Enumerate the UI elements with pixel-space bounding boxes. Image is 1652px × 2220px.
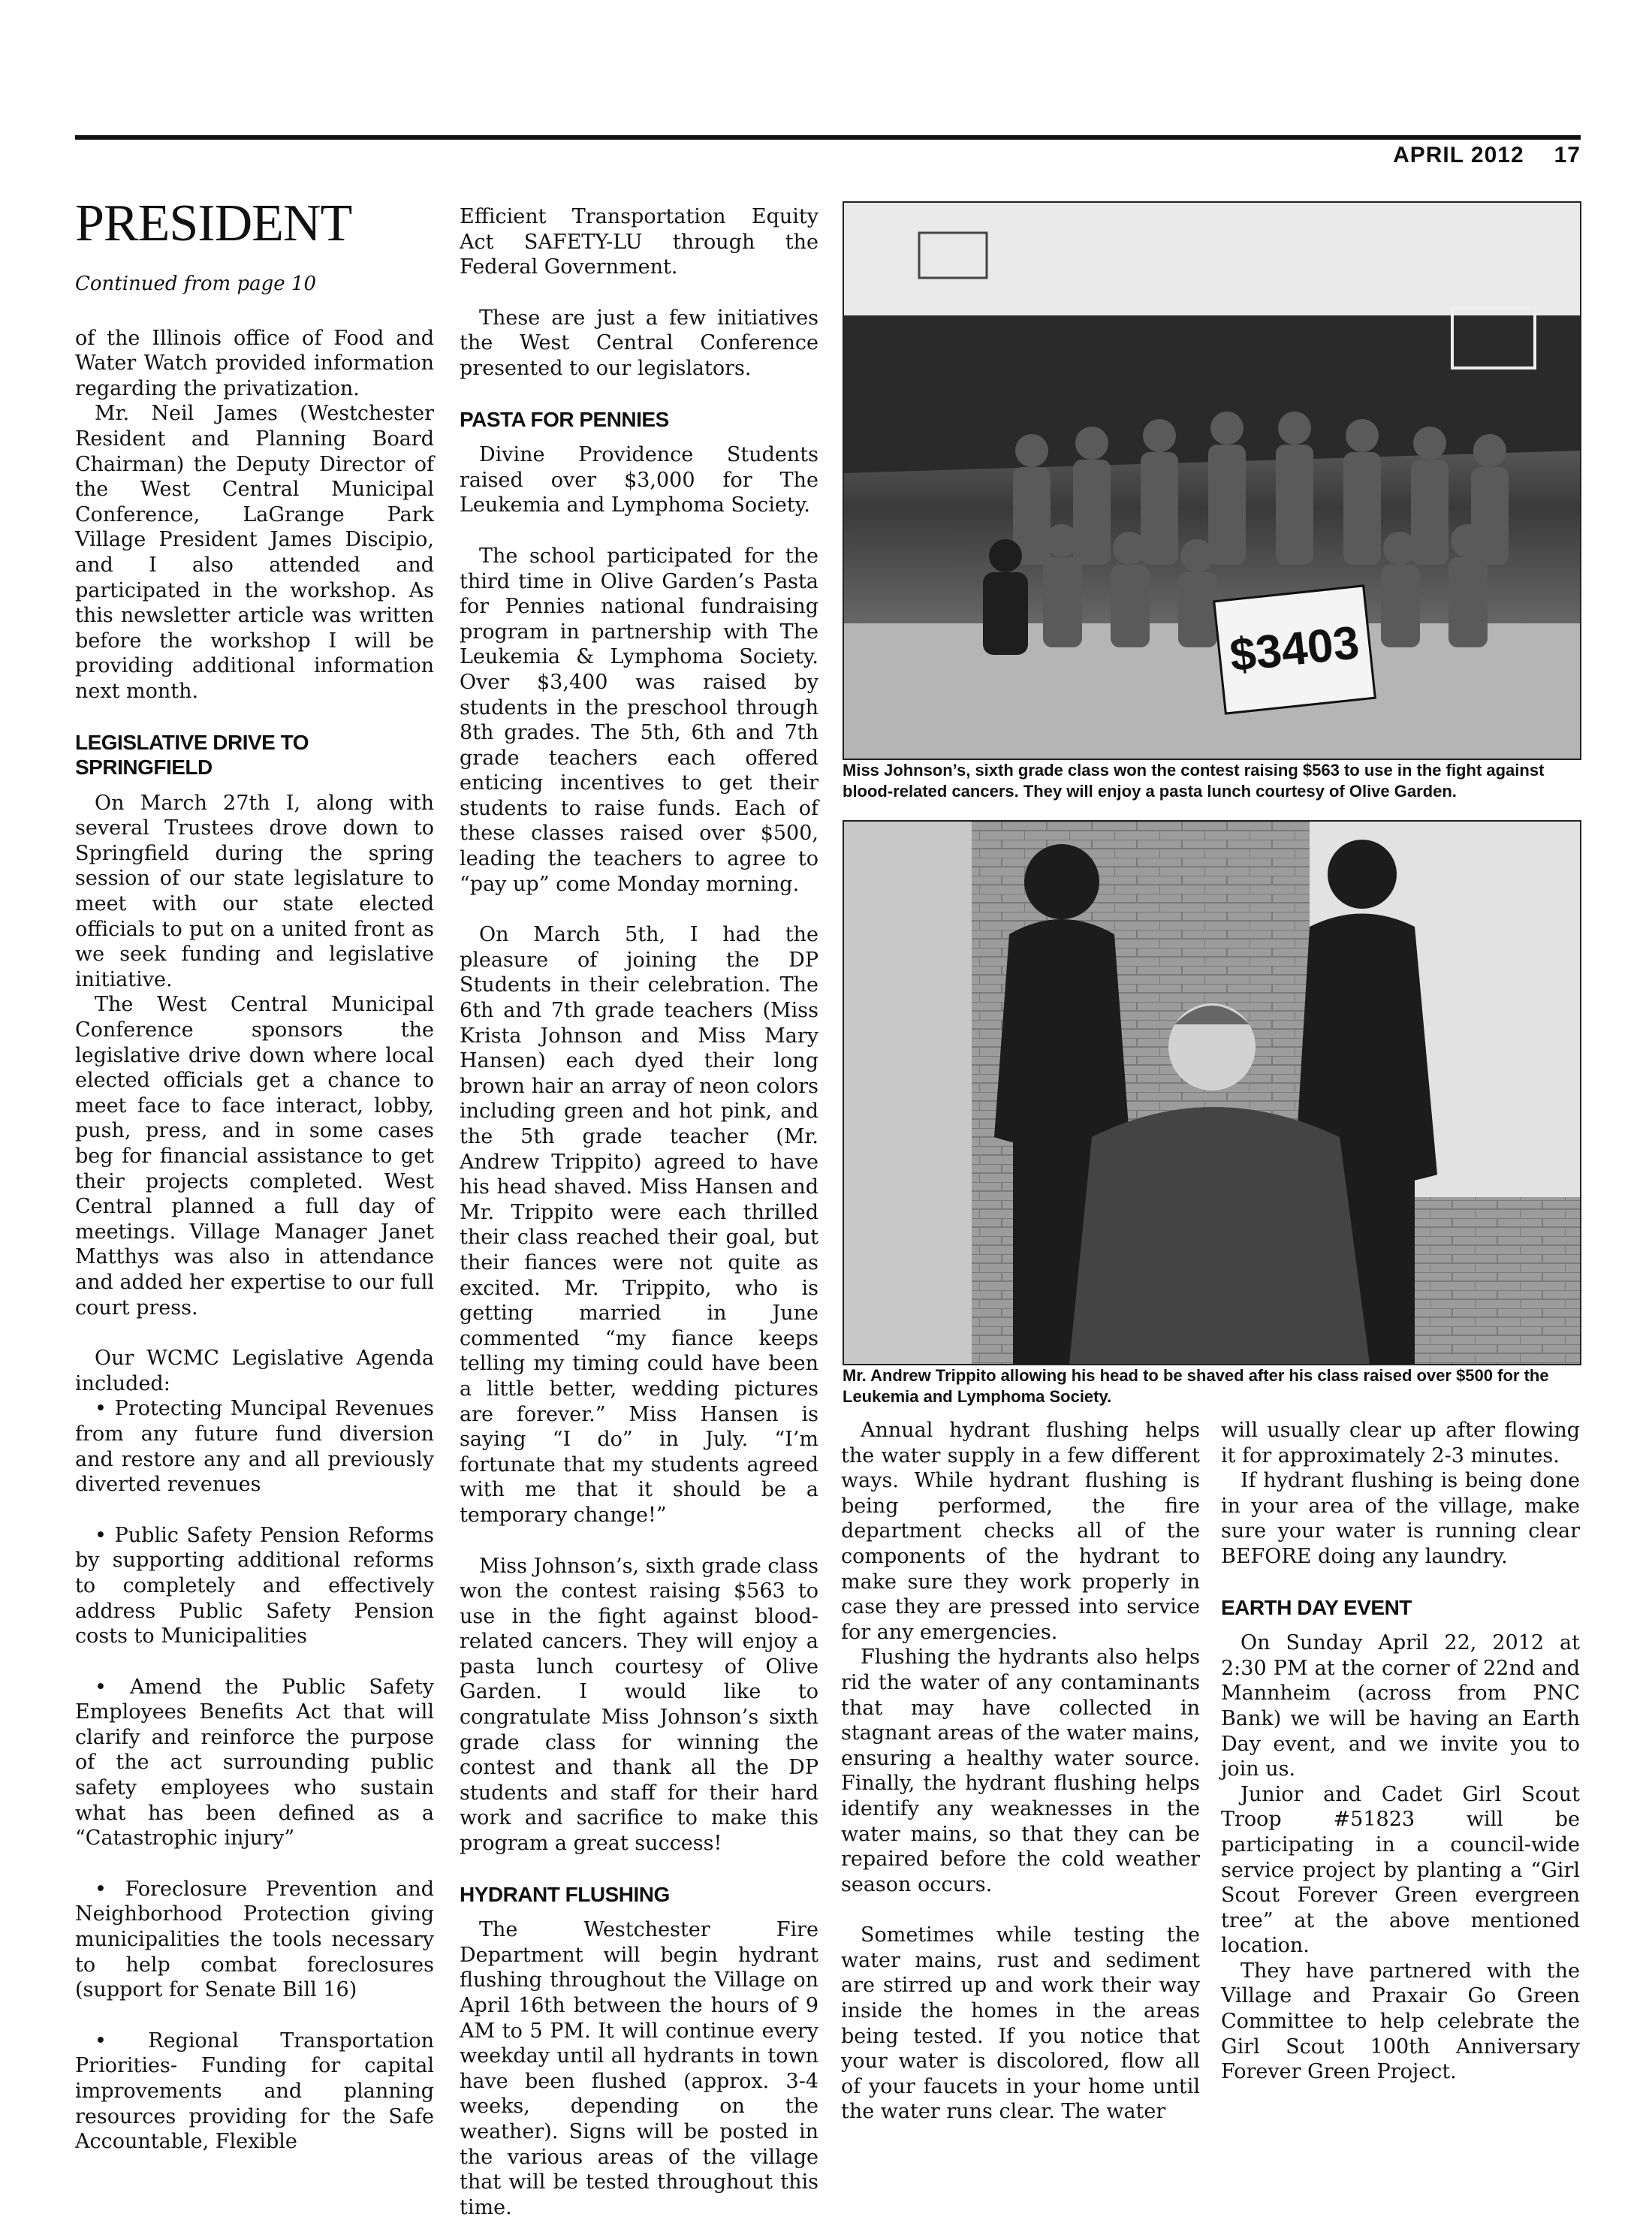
paragraph: Flushing the hydrants also helps rid the water of any contaminants that may have collected in stagnant areas of the water mains, ensuring a healthy water source. Finally, the hydrant flushing helps identify any weaknesses in the water mains, so that they can be repaired before the cold weather season occurs. — [841, 1645, 1200, 1896]
section-heading-hydrant: HYDRANT FLUSHING — [460, 1882, 670, 1906]
paragraph: Mr. Neil James (Westchester Resident and Planning Board Chairman) the Deputy Director of the West Central Municipal Conference, LaGrange Park Village President James Discipio, and I also attended and participated in the workshop. As this newsletter article was written before the workshop I will be providing additional information next month. — [75, 402, 434, 703]
paragraph: will usually clear up after flowing it for approximately 2-3 minutes. — [1221, 1419, 1580, 1467]
paragraph: The West Central Municipal Conference sponsors the legislative drive down where local elected officials get a chance to meet face to face interact, lobby, push, press, and in some cases beg for financial assistance to get their projects completed. West Central planned a full day of meetings. Village Manager Janet Matthys was also in attendance and added her expertise to our full court press. — [75, 993, 434, 1320]
continued-note: Continued from page 10 — [75, 273, 316, 295]
issue-date: APRIL 2012 — [1393, 143, 1524, 167]
section-heading-legislative: LEGISLATIVE DRIVE TO SPRINGFIELD — [75, 730, 309, 780]
paragraph: They have partnered with the Village and Praxair Go Green Committee to help celebrate the Girl Scout 100th Anniversary Forever Green Project. — [1221, 1959, 1580, 2084]
article-title: PRESIDENT — [75, 195, 352, 252]
paragraph: Efficient Transportation Equity Act SAFETY-LU through the Federal Government. — [460, 205, 818, 279]
paragraph: On Sunday April 22, 2012 at 2:30 PM at the corner of 22nd and Mannheim (across from PNC Bank) we will be having an Earth Day event, and we invite you to join us. — [1221, 1631, 1580, 1781]
paragraph: On March 5th, I had the pleasure of joining the DP Students in their celebration. The 6th and 7th grade teachers (Miss Krista Johnson and Miss Mary Hansen) each dyed their long brown hair an array of neon colors including green and hot pink, and the 5th grade teacher (Mr. Andrew Trippito) agreed to have his head shaved. Miss Hansen and Mr. Trippito were each thrilled their class reached their goal, but their fiances were not quite as excited. Mr. Trippito, who is getting married in June commented “my fiance keeps telling my timing could have been a little better, wedding pictures are forever.” Miss Hansen is saying “I do” in July. “I’m fortunate that my students agreed with me that it should be a temporary change!” — [460, 923, 818, 1527]
paragraph: The school participated for the third time in Olive Garden’s Pasta for Pennies national fundraising program in partnership with The Leukemia & Lymphoma Society. Over $3,400 was raised by students in the preschool through 8th grades. The 5th, 6th and 7th grade teachers each offered enticing incentives to get their students to raise funds. Each of these classes raised over $500, leading the teachers to agree to “pay up” come Monday morning. — [460, 544, 818, 896]
class-photo-image — [844, 203, 1580, 759]
sign-amount: $3403 — [1227, 617, 1362, 682]
paragraph: Annual hydrant flushing helps the water supply in a few different ways. While hydrant flushing is being performed, the fire department checks all of the components of the hydrant to make sure they work properly in case they are pressed into service for any emergencies. — [841, 1419, 1200, 1644]
bullet-item: • Regional Transportation Priorities- Funding for capital improvements and planning resources providing for the Safe Accountable, Flexible — [75, 2028, 434, 2154]
paragraph: Divine Providence Students raised over $3,000 for The Leukemia and Lymphoma Society. — [460, 443, 818, 517]
paragraph: The Westchester Fire Department will begin hydrant flushing throughout the Village on April 16th between the hours of 9 AM to 5 PM. It will continue every weekday until all hydrants in town have been flushed (approx. 3-4 weeks, depending on the weather). Signs will be posted in the various areas of the village that will be tested throughout this time. — [460, 1918, 818, 2219]
paragraph: of the Illinois office of Food and Water Watch provided information regarding the privatization. — [75, 326, 434, 400]
bullet-item: • Amend the Public Safety Employees Benefits Act that will clarify and reinforce the purpose of the act surrounding public safety employees who sustain what has been defined as a “Catastrophic injury” — [75, 1675, 434, 1851]
paragraph: If hydrant flushing is being done in your area of the village, make sure your water is running clear BEFORE doing any laundry. — [1221, 1469, 1580, 1568]
page-number: 17 — [1554, 143, 1581, 167]
section-heading-earth-day: EARTH DAY EVENT — [1221, 1595, 1412, 1619]
head-shave-photo — [843, 820, 1581, 1365]
column-2 — [460, 204, 818, 2220]
page-folio — [1393, 143, 1581, 168]
bullet-item: • Protecting Muncipal Revenues from any future fund diversion and restore any and all previously diverted revenues — [75, 1397, 434, 1497]
section-heading-pasta: PASTA FOR PENNIES — [460, 407, 669, 431]
paragraph: On March 27th I, along with several Trustees drove down to Springfield during the spring session of our state legislature to meet with our state elected officials to put on a united front as we seek funding and legislative initiative. — [75, 791, 434, 991]
column-4 — [1221, 1418, 1580, 2085]
header-rule — [75, 135, 1581, 140]
paragraph: These are just a few initiatives the West Central Conference presented to our legislators. — [460, 306, 818, 380]
paragraph: Miss Johnson’s, sixth grade class won the contest raising $563 to use in the fight against blood-related cancers. They will enjoy a pasta lunch courtesy of Olive Garden. I would like to congratulate Miss Johnson’s sixth grade class for winning the contest and thank all the DP students and staff for their hard work and sacrifice to make this program a great success! — [460, 1554, 818, 1856]
bullet-item: • Foreclosure Prevention and Neighborhood Protection giving municipalities the tools necessary to help combat foreclosures (support for Senate Bill 16) — [75, 1877, 434, 2002]
paragraph: Junior and Cadet Girl Scout Troop #51823 will be participating in a council-wide service project by planting a “Girl Scout Forever Green evergreen tree” at the above mentioned location. — [1221, 1782, 1580, 1958]
column-3 — [841, 1418, 1200, 2125]
bullet-item: • Public Safety Pension Reforms by supporting additional reforms to completely and effectively address Public Safety Pension costs to Municipalities — [75, 1523, 434, 1648]
head-shave-photo-caption: Mr. Andrew Trippito allowing his head to be shaved after his class raised over $500 for the Leukemia and Lymphoma Society. — [843, 1366, 1549, 1406]
class-photo-caption: Miss Johnson’s, sixth grade class won the contest raising $563 to use in the fight against blood-related cancers. They will enjoy a pasta lunch courtesy of Olive Garden. — [843, 761, 1545, 801]
paragraph: Our WCMC Legislative Agenda included: — [75, 1347, 434, 1395]
column-1 — [75, 194, 434, 2155]
class-photo — [843, 201, 1581, 760]
paragraph: Sometimes while testing the water mains, rust and sediment are stirred up and work their way inside the homes in the areas being tested. If you notice that your water is discolored, flow all of your faucets in your home until the water runs clear. The water — [841, 1923, 1200, 2124]
head-shave-photo-image — [844, 822, 1580, 1364]
